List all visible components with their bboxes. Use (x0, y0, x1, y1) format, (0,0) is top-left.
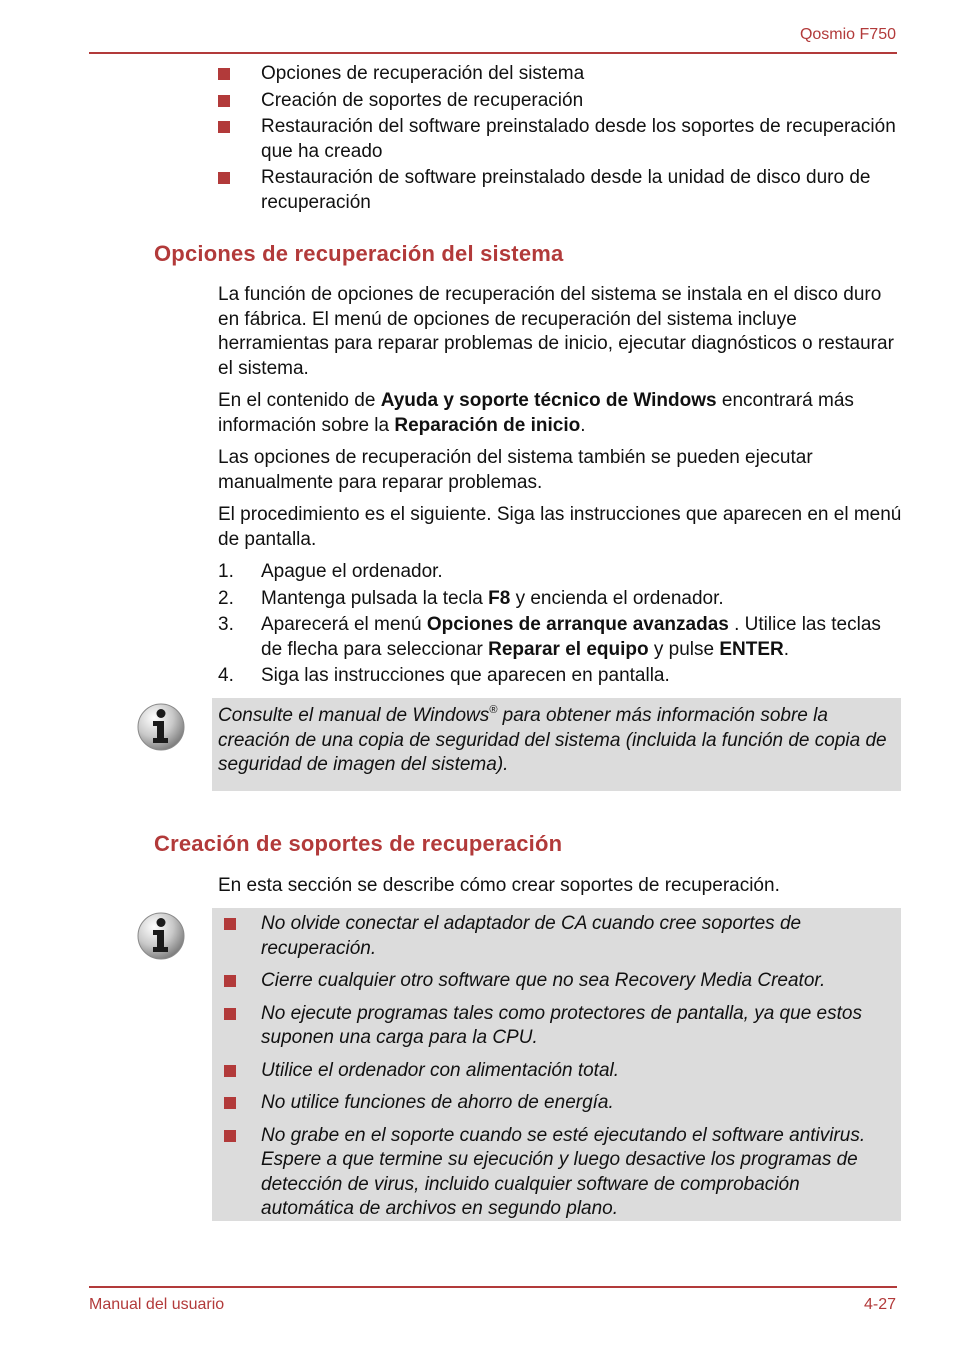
list-item: No olvide conectar el adaptador de CA cuando cree soportes de recuperación. (218, 912, 895, 961)
footer-manual-title: Manual del usuario (89, 1296, 225, 1313)
step-item: 2. Mantenga pulsada la tecla F8 y encienda el ordenador. (218, 587, 724, 609)
list-item: Restauración del software preinstalado desde los soportes de recuperación que ha creado (218, 115, 898, 164)
list-item: Creación de soportes de recuperación (218, 89, 898, 114)
list-item: Opciones de recuperación del sistema (218, 62, 898, 87)
bullet-square-icon (218, 121, 230, 133)
footer-rule (89, 1286, 897, 1288)
bullet-square-icon (224, 1065, 236, 1077)
list-item: No grabe en el soporte cuando se esté ejecutando el software antivirus. Espere a que termine su ejecución y luego desactive los programas de detección de virus, incluido cualquier software de comprobación automática de archivos en segundo plano. (218, 1124, 895, 1222)
note-box-windows-manual (212, 698, 901, 791)
page-number: 4-27 (863, 1296, 896, 1313)
bullet-square-icon (224, 1130, 236, 1142)
list-item: Utilice el ordenador con alimentación total. (218, 1059, 895, 1084)
info-icon (136, 911, 186, 961)
step-item: 1. Apague el ordenador. (218, 561, 443, 582)
bullet-square-icon (224, 918, 236, 930)
bullet-square-icon (224, 975, 236, 987)
note-box-recovery-media (212, 908, 901, 1221)
step-item: 3. Aparecerá el menú Opciones de arranque avanzadas . Utilice las teclas de flecha para seleccionar Reparar el equipo y pulse ENTER. (218, 614, 881, 660)
list-item: No utilice funciones de ahorro de energía. (218, 1091, 895, 1116)
bullet-square-icon (218, 68, 230, 80)
note-bullet-list (218, 912, 895, 1222)
section2-body (218, 874, 903, 907)
list-item: Cierre cualquier otro software que no sea Recovery Media Creator. (218, 969, 895, 994)
header-rule (89, 52, 897, 54)
section-heading-recovery-media: Creación de soportes de recuperación (154, 831, 563, 856)
bullet-square-icon (218, 95, 230, 107)
paragraph: La función de opciones de recuperación del sistema se instala en el disco duro en fábrica. El menú de opciones de recuperación del sistema incluye herramientas para reparar problemas de inicio, ejecutar diagnósticos o restaurar el sistema. (218, 284, 894, 379)
paragraph: En el contenido de Ayuda y soporte técnico de Windows encontrará más información sobre la Reparación de inicio. (218, 390, 854, 436)
intro-bullet-list (218, 62, 898, 217)
info-icon (136, 702, 186, 752)
bullet-square-icon (224, 1008, 236, 1020)
header-title: Qosmio F750 (799, 26, 896, 43)
paragraph: Las opciones de recuperación del sistema también se pueden ejecutar manualmente para reparar problemas. (218, 447, 813, 493)
paragraph: En esta sección se describe cómo crear soportes de recuperación. (218, 875, 780, 896)
bullet-square-icon (224, 1097, 236, 1109)
step-item: 4. Siga las instrucciones que aparecen en pantalla. (218, 665, 670, 686)
section-heading-system-recovery: Opciones de recuperación del sistema (154, 241, 564, 266)
note-text: Consulte el manual de Windows® para obtener más información sobre la creación de una copia de seguridad del sistema (incluida la función de copia de seguridad de imagen del sistema). (218, 703, 887, 775)
list-item: Restauración de software preinstalado desde la unidad de disco duro de recuperación (218, 166, 898, 215)
list-item: No ejecute programas tales como protectores de pantalla, ya que estos suponen una carga para la CPU. (218, 1002, 895, 1051)
section1-body (218, 283, 903, 560)
procedure-steps (218, 560, 903, 691)
bullet-square-icon (218, 172, 230, 184)
paragraph: El procedimiento es el siguiente. Siga las instrucciones que aparecen en el menú de pantalla. (218, 504, 902, 550)
